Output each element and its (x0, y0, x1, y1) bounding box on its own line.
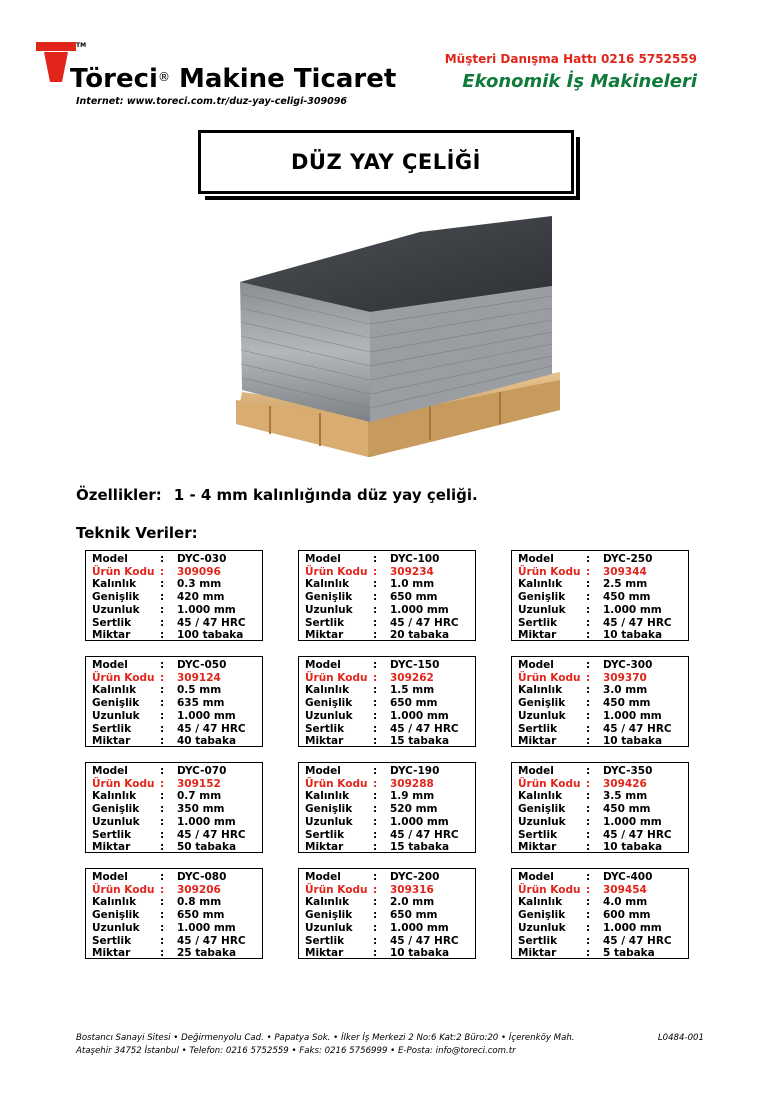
spec-row-model: Model : DYC-400 (518, 871, 653, 883)
spec-card (511, 550, 689, 641)
spec-model: DYC-400 (603, 871, 653, 883)
spec-row-quantity: Miktar : 25 tabaka (92, 947, 237, 960)
spec-row-thickness: Kalınlık : 4.0 mm (518, 896, 648, 909)
spec-row-model: Model : DYC-350 (518, 765, 653, 777)
spec-row-width: Genişlik : 650 mm (305, 909, 438, 922)
spec-row-hardness: Sertlik : 45 / 47 HRC (518, 828, 672, 841)
spec-model: DYC-100 (390, 553, 440, 565)
spec-row-hardness: Sertlik : 45 / 47 HRC (92, 934, 246, 947)
spec-card (85, 550, 263, 641)
spec-model: DYC-300 (603, 659, 653, 671)
spec-row-width: Genişlik : 350 mm (92, 803, 225, 816)
spec-row-hardness: Sertlik : 45 / 47 HRC (92, 616, 246, 629)
spec-model: DYC-200 (390, 871, 440, 883)
spec-row-hardness: Sertlik : 45 / 47 HRC (518, 934, 672, 947)
spec-row-model: Model : DYC-030 (92, 553, 227, 565)
spec-row-thickness: Kalınlık : 1.0 mm (305, 578, 435, 591)
spec-code: 309316 (390, 883, 434, 896)
footer-address (76, 1032, 704, 1058)
product-title: DÜZ YAY ÇELİĞİ (291, 150, 481, 174)
footer-address-line-1: Bostancı Sanayi Sitesi • Değirmenyolu Cad. • Papatya Sok. • İlker İş Merkezi 2 No:6 Kat:2 Büro:20 • İçerenköy Mah. (76, 1033, 575, 1043)
spec-row-code: Ürün Kodu : 309206 (92, 883, 221, 896)
company-name: Töreci® Makine Ticaret (70, 64, 397, 94)
spec-code: 309370 (603, 671, 647, 684)
spec-row-width: Genişlik : 450 mm (518, 803, 651, 816)
product-title-box (198, 130, 574, 194)
spec-row-code: Ürün Kodu : 309152 (92, 777, 221, 790)
spec-card (298, 656, 476, 747)
spec-code: 309288 (390, 777, 434, 790)
spec-row-code: Ürün Kodu : 309370 (518, 671, 647, 684)
spec-row-model: Model : DYC-200 (305, 871, 440, 883)
spec-row-code: Ürün Kodu : 309288 (305, 777, 434, 790)
spec-code: 309262 (390, 671, 434, 684)
spec-row-thickness: Kalınlık : 0.7 mm (92, 790, 222, 803)
spec-row-thickness: Kalınlık : 0.8 mm (92, 896, 222, 909)
spec-row-hardness: Sertlik : 45 / 47 HRC (92, 722, 246, 735)
spec-row-length: Uzunluk : 1.000 mm (92, 921, 236, 934)
spec-row-hardness: Sertlik : 45 / 47 HRC (518, 722, 672, 735)
spec-row-quantity: Miktar : 10 tabaka (518, 735, 663, 748)
spec-row-hardness: Sertlik : 45 / 47 HRC (518, 616, 672, 629)
spec-code: 309234 (390, 565, 434, 578)
spec-card (85, 762, 263, 853)
spec-row-quantity: Miktar : 10 tabaka (518, 841, 663, 854)
features-label: Özellikler: (76, 486, 162, 504)
document-code: L0484-001 (657, 1033, 704, 1043)
spec-model: DYC-050 (177, 659, 227, 671)
spec-row-model: Model : DYC-050 (92, 659, 227, 671)
spec-row-length: Uzunluk : 1.000 mm (518, 815, 662, 828)
spec-card (511, 762, 689, 853)
spec-row-quantity: Miktar : 10 tabaka (305, 947, 450, 960)
spec-row-hardness: Sertlik : 45 / 47 HRC (305, 934, 459, 947)
footer-address-line-2: Ataşehir 34752 İstanbul • Telefon: 0216 5752559 • Faks: 0216 5756999 • E-Posta: info@toreci.com.tr (76, 1046, 516, 1056)
features-text: 1 - 4 mm kalınlığında düz yay çeliği. (173, 486, 478, 504)
spec-row-thickness: Kalınlık : 1.5 mm (305, 684, 435, 697)
spec-model: DYC-070 (177, 765, 227, 777)
spec-row-code: Ürün Kodu : 309234 (305, 565, 434, 578)
spec-row-width: Genişlik : 520 mm (305, 803, 438, 816)
spec-row-width: Genişlik : 450 mm (518, 697, 651, 710)
features-line (76, 486, 478, 504)
spec-row-width: Genişlik : 420 mm (92, 591, 225, 604)
spec-row-code: Ürün Kodu : 309262 (305, 671, 434, 684)
spec-card (511, 868, 689, 959)
spec-row-code: Ürün Kodu : 309316 (305, 883, 434, 896)
spec-card (85, 868, 263, 959)
spec-row-length: Uzunluk : 1.000 mm (305, 921, 449, 934)
spec-row-quantity: Miktar : 15 tabaka (305, 841, 450, 854)
spec-row-width: Genişlik : 650 mm (305, 697, 438, 710)
spec-row-length: Uzunluk : 1.000 mm (305, 603, 449, 616)
spec-row-quantity: Miktar : 40 tabaka (92, 735, 237, 748)
spec-row-thickness: Kalınlık : 2.0 mm (305, 896, 435, 909)
spec-row-width: Genişlik : 650 mm (305, 591, 438, 604)
spec-model: DYC-190 (390, 765, 440, 777)
spec-row-hardness: Sertlik : 45 / 47 HRC (305, 616, 459, 629)
spec-code: 309454 (603, 883, 647, 896)
spec-card (85, 656, 263, 747)
spec-row-code: Ürün Kodu : 309454 (518, 883, 647, 896)
spec-row-width: Genişlik : 650 mm (92, 909, 225, 922)
spec-code: 309344 (603, 565, 647, 578)
spec-row-length: Uzunluk : 1.000 mm (518, 709, 662, 722)
spec-row-code: Ürün Kodu : 309344 (518, 565, 647, 578)
spec-row-code: Ürün Kodu : 309124 (92, 671, 221, 684)
spec-row-width: Genişlik : 600 mm (518, 909, 651, 922)
spec-row-thickness: Kalınlık : 3.5 mm (518, 790, 648, 803)
spec-row-model: Model : DYC-150 (305, 659, 440, 671)
spec-row-quantity: Miktar : 15 tabaka (305, 735, 450, 748)
spec-row-length: Uzunluk : 1.000 mm (518, 921, 662, 934)
spec-row-thickness: Kalınlık : 0.3 mm (92, 578, 222, 591)
spec-code: 309206 (177, 883, 221, 896)
spec-row-hardness: Sertlik : 45 / 47 HRC (305, 722, 459, 735)
spec-model: DYC-080 (177, 871, 227, 883)
spec-model: DYC-250 (603, 553, 653, 565)
spec-row-thickness: Kalınlık : 3.0 mm (518, 684, 648, 697)
spec-row-model: Model : DYC-190 (305, 765, 440, 777)
spec-code: 309152 (177, 777, 221, 790)
spec-row-thickness: Kalınlık : 2.5 mm (518, 578, 648, 591)
spec-row-length: Uzunluk : 1.000 mm (92, 603, 236, 616)
spec-row-hardness: Sertlik : 45 / 47 HRC (305, 828, 459, 841)
spec-row-code: Ürün Kodu : 309096 (92, 565, 221, 578)
spec-row-quantity: Miktar : 5 tabaka (518, 947, 655, 960)
spec-row-width: Genişlik : 635 mm (92, 697, 225, 710)
spec-model: DYC-350 (603, 765, 653, 777)
spec-row-model: Model : DYC-100 (305, 553, 440, 565)
spec-row-length: Uzunluk : 1.000 mm (92, 815, 236, 828)
company-slogan: Ekonomik İş Makineleri (462, 71, 697, 92)
spec-row-thickness: Kalınlık : 1.9 mm (305, 790, 435, 803)
spec-row-model: Model : DYC-250 (518, 553, 653, 565)
spec-row-model: Model : DYC-080 (92, 871, 227, 883)
spec-card (511, 656, 689, 747)
spec-row-model: Model : DYC-300 (518, 659, 653, 671)
spec-row-quantity: Miktar : 10 tabaka (518, 629, 663, 642)
spec-row-quantity: Miktar : 50 tabaka (92, 841, 237, 854)
spec-code: 309426 (603, 777, 647, 790)
spec-model: DYC-030 (177, 553, 227, 565)
spec-card (298, 550, 476, 641)
spec-row-thickness: Kalınlık : 0.5 mm (92, 684, 222, 697)
spec-model: DYC-150 (390, 659, 440, 671)
spec-row-width: Genişlik : 450 mm (518, 591, 651, 604)
product-photo (230, 212, 560, 468)
spec-row-length: Uzunluk : 1.000 mm (305, 709, 449, 722)
spec-row-length: Uzunluk : 1.000 mm (92, 709, 236, 722)
spec-row-length: Uzunluk : 1.000 mm (305, 815, 449, 828)
spec-row-quantity: Miktar : 100 tabaka (92, 629, 244, 642)
spec-row-hardness: Sertlik : 45 / 47 HRC (92, 828, 246, 841)
trademark-mark: TM (76, 42, 87, 49)
spec-code: 309096 (177, 565, 221, 578)
spec-row-model: Model : DYC-070 (92, 765, 227, 777)
spec-card (298, 762, 476, 853)
technical-data-heading: Teknik Veriler: (76, 524, 198, 542)
spec-row-quantity: Miktar : 20 tabaka (305, 629, 450, 642)
customer-hotline: Müşteri Danışma Hattı 0216 5752559 (444, 52, 697, 66)
spec-row-length: Uzunluk : 1.000 mm (518, 603, 662, 616)
spec-code: 309124 (177, 671, 221, 684)
spec-card (298, 868, 476, 959)
internet-address[interactable]: Internet: www.toreci.com.tr/duz-yay-celigi-309096 (76, 96, 347, 107)
spec-row-code: Ürün Kodu : 309426 (518, 777, 647, 790)
